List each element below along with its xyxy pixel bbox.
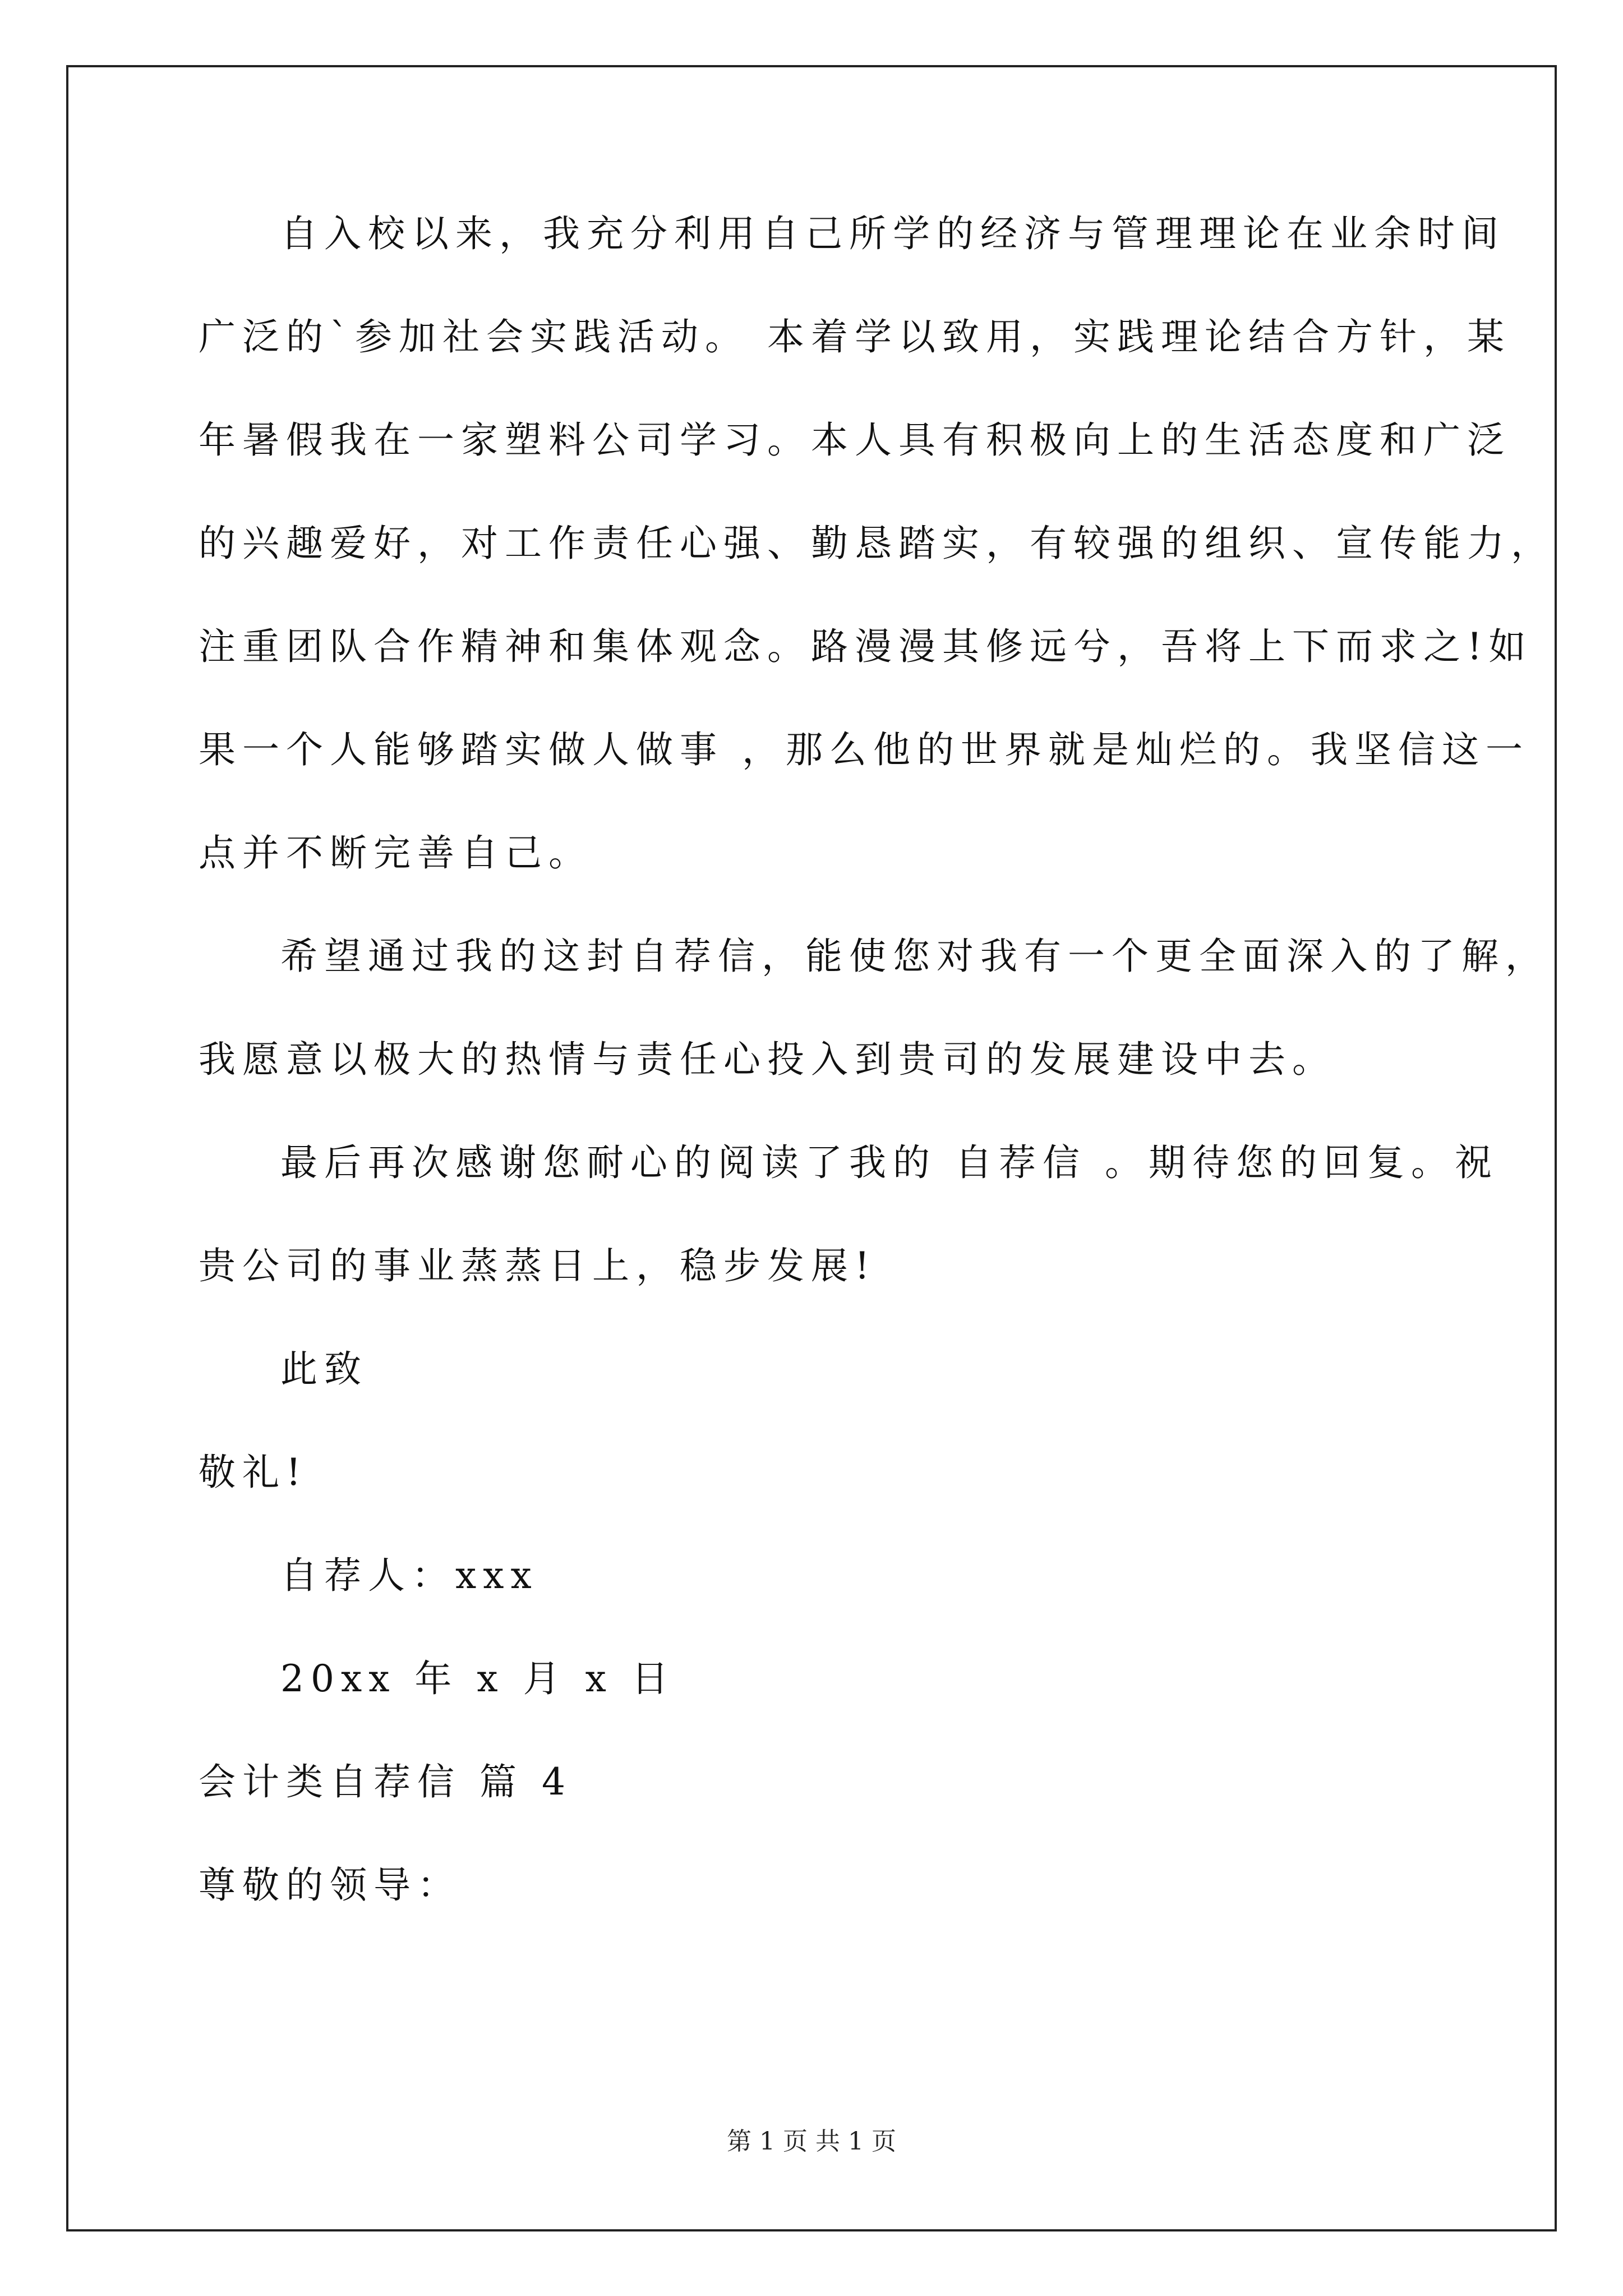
paragraph-2-line-1: 希望通过我的这封自荐信，能使您对我有一个更全面深入的了解， (280, 935, 1549, 978)
paragraph-3-line-2: 贵公司的事业蒸蒸日上，稳步发展! (199, 1244, 877, 1287)
paragraph-1-line-5: 注重团队合作精神和集体观念。路漫漫其修远兮，吾将上下而求之!如 (199, 625, 1533, 668)
paragraph-1-line-1: 自入校以来，我充分利用自己所学的经济与管理理论在业余时间 (280, 212, 1505, 255)
paragraph-1-line-3: 年暑假我在一家塑料公司学习。本人具有积极向上的生活态度和广泛 (199, 418, 1511, 462)
closing-text: 此致 (280, 1347, 368, 1391)
paragraph-1-line-7: 点并不断完善自己。 (199, 831, 592, 875)
date-text: 20xx 年 x 月 x 日 (280, 1657, 675, 1700)
page-footer: 第 1 页 共 1 页 (727, 2127, 896, 2156)
paragraph-2-line-2: 我愿意以极大的热情与责任心投入到贵司的发展建设中去。 (199, 1038, 1336, 1081)
next-section-greeting: 尊敬的领导： (199, 1864, 461, 1907)
paragraph-3-line-1: 最后再次感谢您耐心的阅读了我的 自荐信 。期待您的回复。祝 (280, 1141, 1498, 1184)
salute-text: 敬礼! (199, 1451, 308, 1494)
paragraph-1-line-6: 果一个人能够踏实做人做事 ，那么他的世界就是灿烂的。我坚信这一 (199, 728, 1529, 771)
next-section-title: 会计类自荐信 篇 4 (199, 1760, 572, 1803)
paragraph-1-line-4: 的兴趣爱好，对工作责任心强、勤恳踏实，有较强的组织、宣传能力， (199, 522, 1555, 565)
paragraph-1-line-2: 广泛的`参加社会实践活动。 本着学以致用，实践理论结合方针，某 (199, 315, 1511, 358)
signature-text: 自荐人：xxx (280, 1554, 538, 1597)
